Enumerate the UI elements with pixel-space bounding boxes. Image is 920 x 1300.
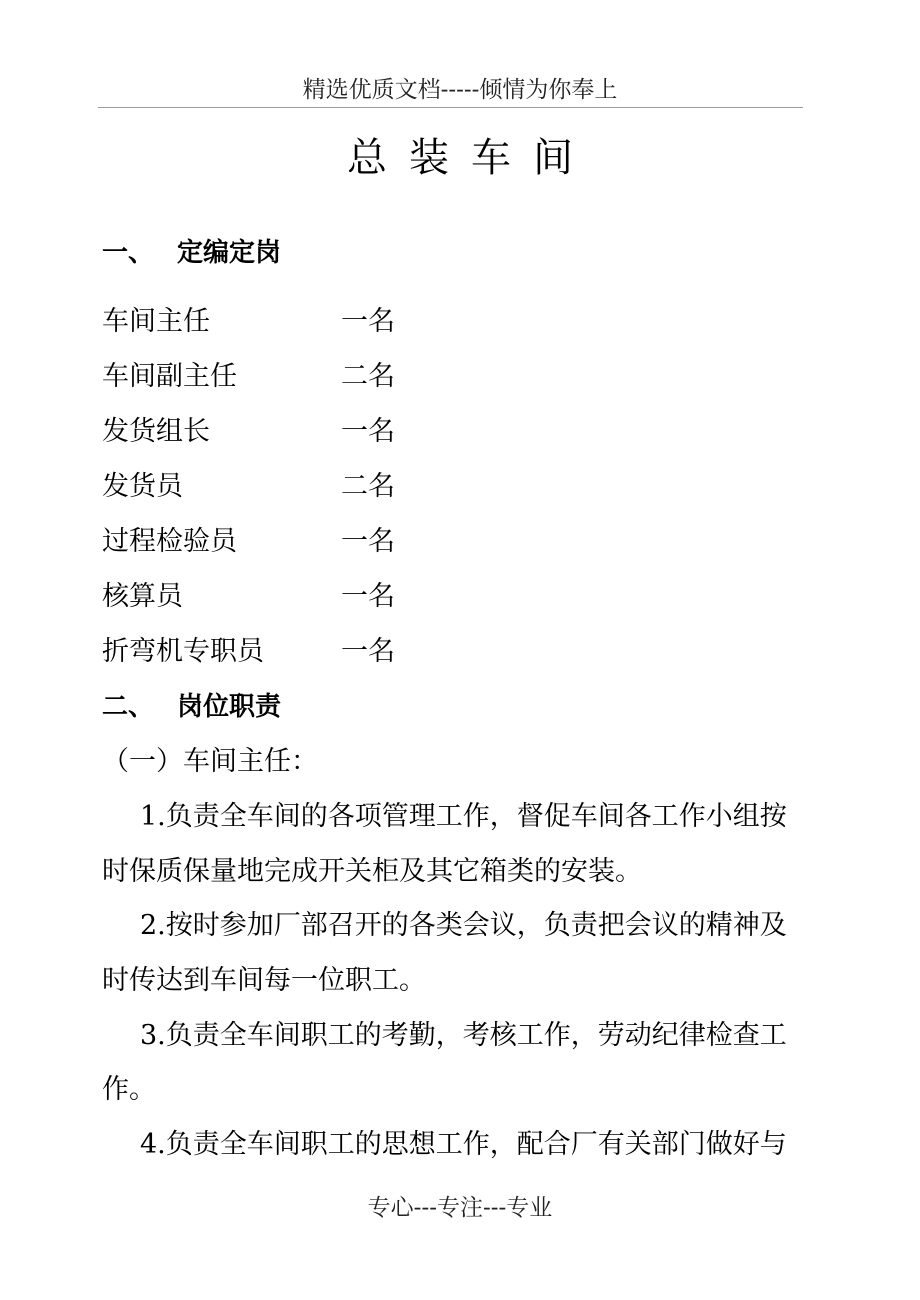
page-header: 精选优质文档-----倾情为你奉上 <box>302 77 618 103</box>
staff-role: 发货员 <box>102 471 183 502</box>
staff-count: 二名 <box>341 361 395 392</box>
paragraph-line: 时保质保量地完成开关柜及其它箱类的安装。 <box>102 856 642 887</box>
staff-count: 一名 <box>341 306 395 337</box>
subsection-heading: （一）车间主任： <box>102 746 318 777</box>
staff-role: 车间副主任 <box>102 361 237 392</box>
staff-count: 一名 <box>341 416 395 447</box>
staff-role: 发货组长 <box>102 416 210 447</box>
paragraph-line: 3.负责全车间职工的考勤，考核工作，劳动纪律检查工 <box>140 1020 787 1051</box>
staff-role: 过程检验员 <box>102 526 237 557</box>
staff-role: 核算员 <box>102 581 183 612</box>
section-title: 岗位职责 <box>177 692 282 722</box>
staff-row <box>102 413 395 451</box>
section-heading-staffing <box>102 235 281 271</box>
staff-row <box>102 303 395 341</box>
staff-row <box>102 578 395 616</box>
section-number: 一、 <box>102 238 155 268</box>
section-heading-duties <box>102 689 281 725</box>
section-number: 二、 <box>102 692 155 722</box>
staff-row <box>102 468 395 506</box>
paragraph-line: 2.按时参加厂部召开的各类会议，负责把会议的精神及 <box>140 910 787 941</box>
staff-row <box>102 358 395 396</box>
section-title: 定编定岗 <box>177 238 282 268</box>
paragraph-line: 作。 <box>102 1074 156 1105</box>
staff-role: 折弯机专职员 <box>102 636 264 667</box>
staff-row <box>102 523 395 561</box>
page-footer: 专心---专注---专业 <box>367 1195 553 1221</box>
staff-count: 二名 <box>341 471 395 502</box>
staff-count: 一名 <box>341 581 395 612</box>
paragraph-line: 时传达到车间每一位职工。 <box>102 965 426 996</box>
document-title: 总装车间 <box>347 135 595 181</box>
staff-role: 车间主任 <box>102 306 210 337</box>
header-divider <box>98 107 803 108</box>
staff-row <box>102 633 395 671</box>
paragraph-line: 4.负责全车间职工的思想工作，配合厂有关部门做好与 <box>140 1129 787 1160</box>
staff-count: 一名 <box>341 526 395 557</box>
staff-count: 一名 <box>341 636 395 667</box>
paragraph-line: 1.负责全车间的各项管理工作，督促车间各工作小组按 <box>140 801 787 832</box>
